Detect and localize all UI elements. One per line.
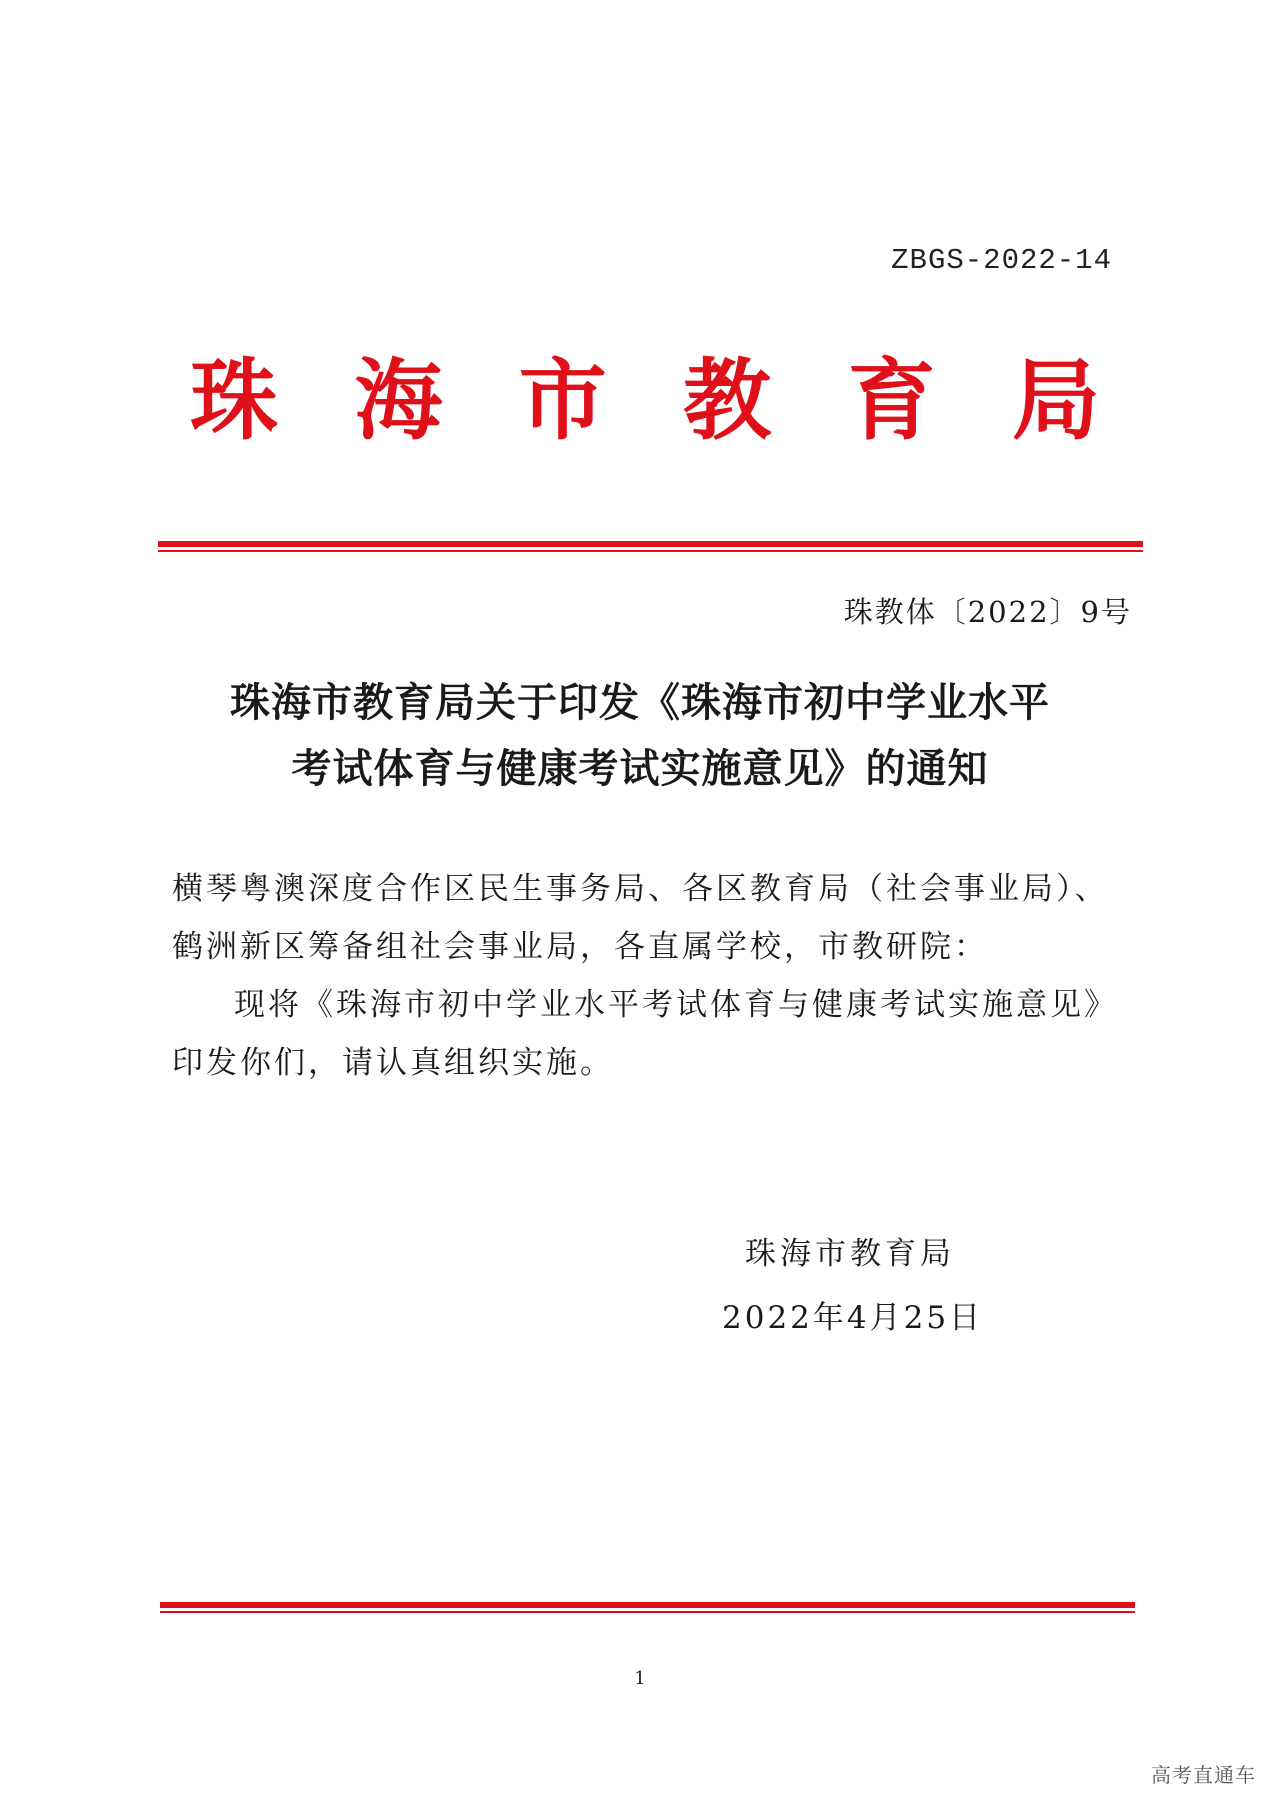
- header-char: 珠: [190, 348, 279, 452]
- title-line-1: 珠海市教育局关于印发《珠海市初中学业水平: [230, 679, 1050, 726]
- page-number: 1: [634, 1668, 646, 1689]
- header-char: 育: [847, 348, 936, 452]
- footer-red-divider: [160, 1602, 1135, 1616]
- header-red-divider: [158, 541, 1143, 555]
- issuing-organization-header: [190, 348, 1100, 452]
- header-char: 海: [354, 348, 443, 452]
- document-code: ZBGS-2022-14: [891, 244, 1112, 277]
- header-char: 局: [1011, 348, 1100, 452]
- watermark: 高考直通车: [1151, 1763, 1256, 1787]
- header-char: 教: [683, 348, 772, 452]
- recipients: 横琴粤澳深度合作区民生事务局、各区教育局（社会事业局）、鹤洲新区筹备组社会事业局，各直属学校，市教研院：: [172, 871, 1109, 965]
- document-title: [150, 670, 1130, 802]
- title-line-2: 考试体育与健康考试实施意见》的通知: [291, 745, 989, 792]
- signature: 珠海市教育局: [745, 1236, 955, 1272]
- header-char: 市: [518, 348, 607, 452]
- main-paragraph: 现将《珠海市初中学业水平考试体育与健康考试实施意见》印发你们，请认真组织实施。: [172, 987, 1118, 1081]
- issue-date: 2022年4月25日: [722, 1300, 984, 1336]
- document-number: 珠教体〔2022〕9号: [843, 595, 1132, 629]
